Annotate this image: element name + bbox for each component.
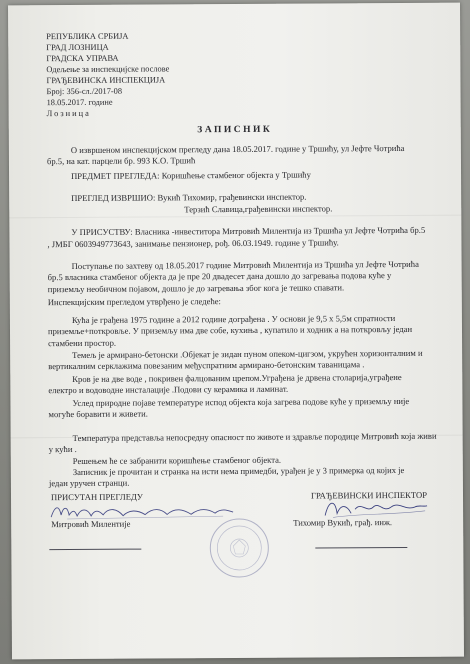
text-line: бр.5 власника стамбеног објекта да је пре 20 двадесет дана дошло до загревања подова куће у	[47, 270, 392, 283]
header-line: 18.05.2017. године	[46, 97, 113, 108]
text-line: могуће боравити и живети.	[48, 408, 148, 420]
danger-paragraph	[49, 431, 435, 456]
inspector-line: Терзић Славица,грађевински инспектор.	[184, 203, 333, 215]
inspector-label: ГРАЂЕВИНСКИ ИНСПЕКТОР	[310, 489, 428, 501]
signature-line-right	[315, 547, 407, 549]
header-line: РЕПУБЛИКА СРБИЈА	[46, 31, 129, 42]
inspector-name: Тихомир Вукић, грађ. инж.	[293, 517, 393, 528]
inspector-line: ПРЕГЛЕД ИЗВРШИО: Вукић Тихомир, грађевински инспектор.	[71, 191, 307, 204]
document-page	[8, 3, 464, 660]
text-line: бр.5, на кат. парцели бр. 993 К.О. Тршић	[46, 155, 196, 167]
presence-line: , ЈМБГ 0603949773643, занимање пензионер, рођ. 06.03.1949. године у Тршићу.	[47, 237, 339, 250]
text-line: Температура представља непосредну опасност по животе и здравље породице Митровић која живи	[72, 430, 437, 443]
text-line: Темељ је армирано-бетонски .Објекат је зидан пуном опеком-цигзом, укрућен хоризонталним и	[72, 347, 423, 361]
text-line: Записник је прочитан и странка на исти нема примедби, урађен је у 3 примерка од којих је	[72, 464, 405, 477]
header-line: Одељење за инспекцијске послове	[46, 64, 170, 75]
issuer-header	[46, 30, 247, 119]
text-line: Кућа је грађена 1975 године а 2012 године дограђена . У основи је 9,5 х 5,5м спратности	[71, 313, 396, 326]
present-party-name: Митровић Милентије	[51, 518, 131, 530]
text-line: вертикалним серклажима повезаним међуспратним армирано-бетонским таваницама .	[48, 359, 365, 372]
foundation-paragraph	[48, 348, 434, 373]
request-paragraph	[48, 259, 434, 296]
text-line: један уручен странци.	[48, 478, 130, 489]
text-line: Услед природне појаве температуре испод објекта која загрева подове куће у приземљу није	[72, 395, 410, 409]
roof-paragraph	[48, 372, 434, 397]
official-seal-stamp	[207, 516, 271, 584]
text-line: приземље+поткровље. У приземљу има две собе, кухиња , купатило и ходник а на поткровљу један	[47, 324, 413, 337]
text-line: Поступање по захтеву од 18.05.2017 године Митровић Милентија из Тршића ул Јефте Чотрића	[71, 258, 419, 272]
house-paragraph	[48, 313, 434, 350]
findings-heading: Инспекцијским прегледом утврђено је следеће:	[47, 296, 221, 308]
subject-line: ПРЕДМЕТ ПРЕГЛЕДА: Коришћење стамбеног објекта у Тршићу	[71, 169, 311, 182]
signature-line-left	[49, 549, 141, 551]
closing-paragraph	[49, 465, 435, 490]
header-line: ГРАД ЛОЗНИЦА	[46, 42, 109, 53]
header-line: ГРАЂЕВИНСКА ИНСПЕКЦИЈА	[46, 75, 166, 86]
intro-paragraph	[47, 143, 433, 168]
presence-line: У ПРИСУСТВУ: Власника -инвеститора Митровић Милентија из Тршића ул Јефте Чотрића бр.5	[71, 224, 426, 238]
header-line: ГРАДСКА УПРАВА	[46, 53, 119, 64]
cause-paragraph	[48, 396, 434, 421]
text-line: електро и водоводне инсталације .Подови су керамика и ламинат.	[48, 384, 289, 396]
text-line: Кров је на две воде , покривен фалцованим црепом.Уграђена је дрвена столарија,уграђене	[72, 371, 402, 385]
document-title: ЗАПИСНИК	[197, 124, 273, 136]
header-line: Лозница	[46, 108, 91, 119]
text-line: у кући .	[48, 444, 77, 455]
text-line: приземљу необичном појавом, дошло је до загревања због кога је тешко спавати.	[47, 282, 345, 294]
decision-line: Решењем ће се забранити коришћење стамбеног објекта.	[72, 454, 282, 466]
text-line: стамбени простор.	[48, 337, 117, 348]
text-line: О извршеном инспекцијском прегледу дана 18.05.2017. године у Тршићу, ул Јефте Чотрића	[70, 142, 405, 156]
header-line: Број: 356-сл./2017-08	[46, 86, 123, 97]
present-party-label: ПРИСУТАН ПРЕГЛЕДУ	[50, 491, 144, 503]
